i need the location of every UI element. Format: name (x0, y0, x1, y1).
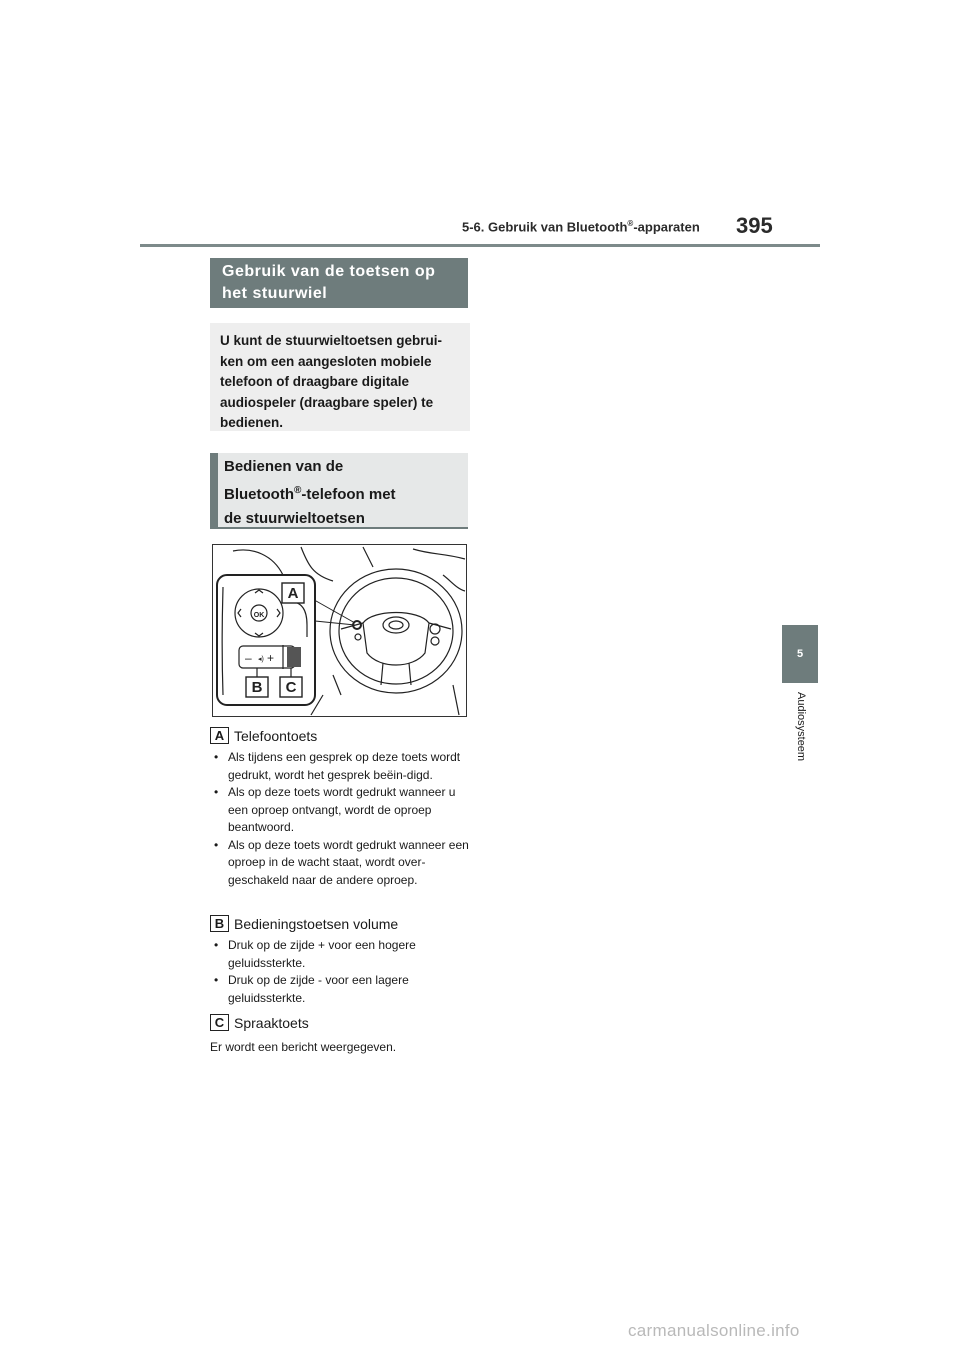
item-a-heading (210, 727, 317, 744)
callout-b: B (251, 679, 263, 696)
callout-c: C (285, 679, 297, 696)
item-b-letter: B (210, 915, 229, 932)
item-a-bullet-2: • Als op deze toets wordt gedrukt wanneer u een oproep ontvangt, wordt de oproep beantwoord. (212, 784, 470, 837)
item-b-bullet-1: • Druk op de zijde + voor een hogere geluidssterkte. (212, 937, 470, 972)
page-number: 395 (736, 213, 773, 238)
item-c-title: Spraaktoets (234, 1014, 309, 1031)
item-b-bullet-2: • Druk op de zijde - voor een lagere geluidssterkte. (212, 972, 470, 1007)
chapter-number: 5 (796, 648, 804, 660)
item-a-letter: A (210, 727, 229, 744)
volume-plus-label: + (267, 651, 275, 665)
header-rule (140, 244, 820, 247)
item-c-heading (210, 1014, 309, 1031)
item-a-bullet-1: • Als tijdens een gesprek op deze toets wordt gedrukt, wordt het gesprek beëin-digd. (212, 749, 470, 784)
header-section-title: 5-6. Gebruik van Bluetooth (462, 219, 628, 235)
ok-button-label: OK (253, 612, 265, 619)
header-section-suffix: -apparaten (633, 219, 700, 235)
item-c-text: Er wordt een bericht weergegeven. (210, 1040, 397, 1054)
item-b-title: Bedieningstoetsen volume (234, 915, 399, 932)
subsection-line-3: de stuurwieltoetsen (224, 510, 365, 527)
steering-wheel-illustration (212, 544, 467, 717)
subsection-heading (210, 453, 468, 529)
chapter-label: Audiosysteem (795, 692, 807, 762)
section-heading: Gebruik van de toetsen op het stuurwiel (210, 258, 468, 308)
volume-minus-label: – (245, 651, 252, 665)
subsection-line-1: Bedienen van de (224, 458, 344, 475)
item-a-bullet-3: • Als op deze toets wordt gedrukt wanneer een oproep in de wacht staat, wordt over-geschakeld naar de andere oproep. (212, 837, 470, 890)
subsection-registered-mark: ® (293, 485, 302, 496)
callout-a: A (287, 585, 299, 602)
subsection-line-2-suffix: -telefoon met (301, 486, 396, 503)
speaker-icon: ◂) (258, 656, 264, 663)
chapter-tab (782, 625, 818, 683)
item-a-bullets (212, 749, 470, 889)
header-registered-mark: ® (627, 219, 634, 228)
item-a-title: Telefoontoets (234, 727, 318, 744)
running-header (462, 219, 700, 234)
intro-paragraph: U kunt de stuurwieltoetsen gebrui-ken om een aangesloten mobiele telefoon of draagbare digitale audiospeler (draagbare speler) te bedienen. (210, 323, 470, 431)
item-c-letter: C (210, 1014, 229, 1031)
watermark: carmanualsonline.info (628, 1321, 800, 1340)
subsection-line-2: Bluetooth (224, 486, 294, 503)
item-b-heading (210, 915, 398, 932)
item-b-bullets (212, 937, 470, 1007)
